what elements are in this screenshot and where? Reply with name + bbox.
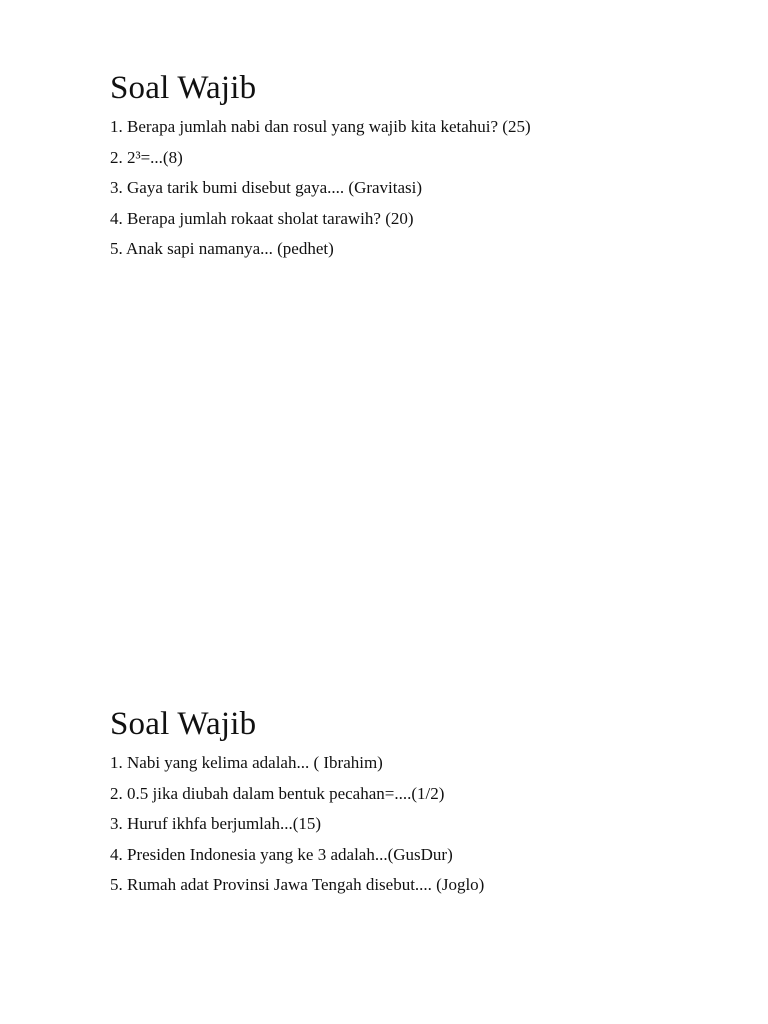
question-item: 2. 2³=...(8) bbox=[110, 147, 183, 167]
question-section-1 bbox=[110, 68, 730, 265]
question-item: 5. Rumah adat Provinsi Jawa Tengah disebut.... (Joglo) bbox=[110, 875, 485, 894]
section-title: Soal Wajib bbox=[110, 706, 257, 742]
question-item: 1. Nabi yang kelima adalah... ( Ibrahim) bbox=[110, 753, 383, 772]
section-title: Soal Wajib bbox=[110, 70, 257, 106]
question-section-2 bbox=[110, 704, 730, 901]
question-item: 5. Anak sapi namanya... (pedhet) bbox=[110, 239, 334, 258]
question-item: 3. Huruf ikhfa berjumlah...(15) bbox=[110, 814, 322, 833]
question-item: 4. Presiden Indonesia yang ke 3 adalah...(GusDur) bbox=[110, 844, 453, 864]
question-list bbox=[110, 112, 730, 265]
question-item: 3. Gaya tarik bumi disebut gaya.... (Gravitasi) bbox=[110, 178, 423, 197]
question-item: 4. Berapa jumlah rokaat sholat tarawih? (20) bbox=[110, 208, 414, 228]
question-list bbox=[110, 748, 730, 901]
question-item: 1. Berapa jumlah nabi dan rosul yang wajib kita ketahui? (25) bbox=[110, 117, 531, 136]
question-item: 2. 0.5 jika diubah dalam bentuk pecahan=....(1/2) bbox=[110, 783, 445, 803]
